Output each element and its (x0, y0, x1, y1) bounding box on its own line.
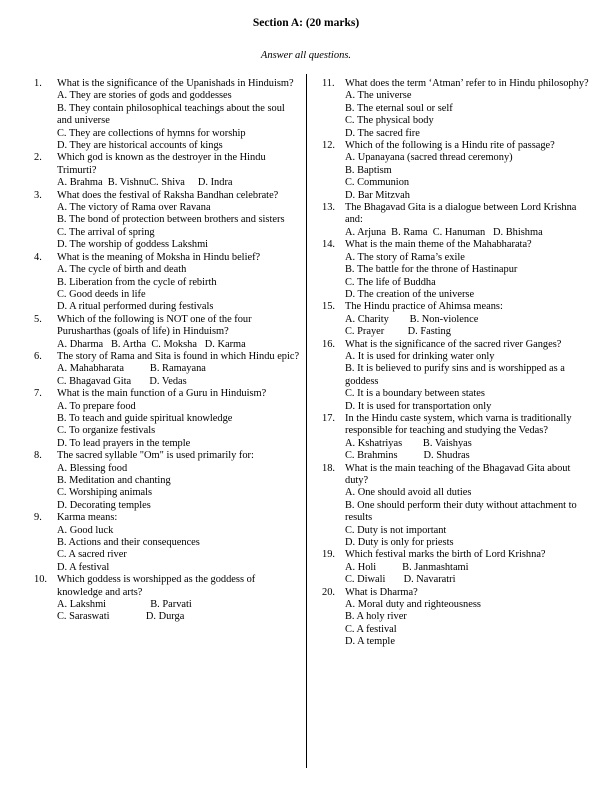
question-number: 18. (322, 462, 335, 474)
answer-option: D. Duty is only for priests (345, 537, 454, 549)
question-9 (34, 512, 302, 574)
question-text: What is the main teaching of the Bhagavad Gita about duty? (345, 462, 571, 486)
question-1 (34, 78, 302, 152)
question-number: 1. (34, 78, 42, 89)
question-number: 8. (34, 450, 42, 462)
answer-options-row: A. Lakshmi B. Parvati (57, 599, 192, 611)
question-number: 9. (34, 512, 42, 524)
answer-options-row: C. Diwali D. Navaratri (345, 574, 456, 586)
question-number: 16. (322, 338, 335, 350)
answer-options-row: C. Brahmins D. Shudras (345, 450, 470, 462)
question-10 (34, 574, 302, 624)
answer-options-row: C. Bhagavad Gita D. Vedas (57, 375, 187, 387)
question-number: 20. (322, 586, 335, 598)
answer-option: C. To organize festivals (57, 425, 156, 437)
answer-option: D. They are historical accounts of kings (57, 140, 223, 152)
answer-option: B. Baptism (345, 164, 392, 176)
question-3 (34, 190, 302, 252)
answer-options-row: A. Arjuna B. Rama C. Hanuman D. Bhishma (345, 226, 543, 238)
answer-option: B. A holy river (345, 611, 407, 623)
question-text: Which god is known as the destroyer in the Hindu Trimurti? (57, 152, 266, 176)
question-text: What is the significance of the sacred river Ganges? (345, 338, 562, 350)
answer-option: D. Decorating temples (57, 499, 151, 511)
answer-options-row: A. Holi B. Janmashtami (345, 561, 469, 573)
answer-option: A. Blessing food (57, 462, 128, 474)
question-13 (322, 202, 590, 239)
answer-options-row: C. Prayer D. Fasting (345, 326, 451, 338)
answer-option: D. To lead prayers in the temple (57, 437, 191, 449)
question-18 (322, 463, 590, 550)
column-divider (306, 74, 307, 768)
answer-option: C. The physical body (345, 115, 434, 127)
answer-option: D. A temple (345, 636, 395, 648)
answer-options-row: A. Brahma B. VishnuC. Shiva D. Indra (57, 177, 233, 189)
answer-option: D. Bar Mitzvah (345, 189, 410, 201)
question-number: 11. (322, 78, 335, 89)
question-text: What does the festival of Raksha Bandhan celebrate? (57, 189, 279, 201)
answer-option: C. It is a boundary between states (345, 388, 485, 400)
question-8 (34, 450, 302, 512)
question-text: Which of the following is a Hindu rite of passage? (345, 140, 555, 152)
question-text: What is Dharma? (345, 586, 418, 598)
answer-option: A. Upanayana (sacred thread ceremony) (345, 152, 513, 164)
answer-option: C. A festival (345, 623, 397, 635)
question-16 (322, 339, 590, 413)
answer-option: C. Duty is not important (345, 524, 447, 536)
question-number: 13. (322, 202, 335, 214)
answer-option: A. They are stories of gods and goddesses (57, 90, 232, 102)
question-number: 2. (34, 152, 42, 164)
answer-option: B. The bond of protection between brothers and sisters (57, 214, 285, 226)
answer-option: B. It is believed to purify sins and is worshipped as a goddess (345, 363, 565, 387)
question-number: 3. (34, 189, 42, 201)
question-11 (322, 78, 590, 140)
left-column (34, 78, 302, 624)
question-text: The sacred syllable "Om" is used primarily for: (57, 450, 254, 462)
answer-option: A. One should avoid all duties (345, 487, 472, 499)
question-number: 5. (34, 313, 42, 325)
answer-option: D. A ritual performed during festivals (57, 301, 214, 313)
question-number: 7. (34, 388, 42, 400)
answer-option: B. The battle for the throne of Hastinapur (345, 264, 518, 276)
question-text: The Hindu practice of Ahimsa means: (345, 301, 503, 313)
answer-option: B. Liberation from the cycle of rebirth (57, 276, 217, 288)
answer-option: C. Good deeds in life (57, 288, 146, 300)
question-6 (34, 351, 302, 388)
answer-option: A. The universe (345, 90, 412, 102)
question-text: Karma means: (57, 512, 118, 524)
answer-option: B. The eternal soul or self (345, 102, 453, 114)
question-text: The Bhagavad Gita is a dialogue between Lord Krishna and: (345, 202, 577, 226)
answer-options-row: A. Mahabharata B. Ramayana (57, 363, 206, 375)
answer-option: D. A festival (57, 561, 110, 573)
answer-option: A. The cycle of birth and death (57, 264, 187, 276)
question-15 (322, 301, 590, 338)
answer-options-row: A. Kshatriyas B. Vaishyas (345, 437, 472, 449)
answer-option: C. Communion (345, 177, 410, 189)
question-text: What does the term ‘Atman’ refer to in Hindu philosophy? (345, 78, 589, 89)
question-text: What is the significance of the Upanishads in Hinduism? (57, 78, 294, 89)
answer-option: A. The victory of Rama over Ravana (57, 202, 211, 214)
answer-option: B. They contain philosophical teachings about the soul and universe (57, 102, 285, 127)
instructions: Answer all questions. (260, 50, 352, 61)
answer-option: A. Good luck (57, 524, 114, 536)
question-number: 6. (34, 350, 42, 362)
answer-option: C. They are collections of hymns for worship (57, 127, 246, 139)
answer-option: A. Moral duty and righteousness (345, 599, 481, 611)
answer-option: A. To prepare food (57, 400, 136, 412)
answer-options-row: A. Charity B. Non-violence (345, 313, 479, 325)
answer-option: A. It is used for drinking water only (345, 350, 495, 362)
question-text: What is the meaning of Moksha in Hindu belief? (57, 251, 261, 263)
answer-option: C. A sacred river (57, 549, 127, 561)
question-12 (322, 140, 590, 202)
question-text: In the Hindu caste system, which varna is traditionally responsible for teaching and studying the Vedas? (345, 412, 572, 437)
question-19 (322, 549, 590, 586)
question-4 (34, 252, 302, 314)
question-14 (322, 239, 590, 301)
answer-option: D. The creation of the universe (345, 288, 475, 300)
answer-option: C. The arrival of spring (57, 226, 155, 238)
question-7 (34, 388, 302, 450)
answer-option: C. Worshiping animals (57, 487, 153, 499)
question-text: The story of Rama and Sita is found in which Hindu epic? (57, 350, 300, 362)
answer-options-row: C. Saraswati D. Durga (57, 611, 185, 623)
right-column (322, 78, 590, 649)
question-number: 17. (322, 412, 335, 424)
answer-option: D. The worship of goddess Lakshmi (57, 239, 209, 251)
question-text: Which goddess is worshipped as the goddess of knowledge and arts? (57, 574, 256, 598)
answer-option: B. To teach and guide spiritual knowledge (57, 412, 233, 424)
question-number: 19. (322, 549, 335, 561)
answer-option: D. The sacred fire (345, 127, 420, 139)
section-heading: Section A: (20 marks) (252, 17, 360, 29)
answer-option: B. Actions and their consequences (57, 537, 200, 549)
question-number: 12. (322, 140, 335, 152)
question-text: Which of the following is NOT one of the four Purusharthas (goals of life) in Hinduism? (57, 313, 252, 338)
question-number: 10. (34, 574, 47, 586)
question-text: What is the main function of a Guru in Hinduism? (57, 388, 267, 400)
answer-option: D. It is used for transportation only (345, 400, 492, 412)
question-number: 15. (322, 301, 335, 313)
question-number: 14. (322, 239, 335, 251)
question-number: 4. (34, 251, 42, 263)
answer-option: B. Meditation and chanting (57, 475, 171, 486)
answer-options-row: A. Dharma B. Artha C. Moksha D. Karma (57, 338, 246, 350)
question-20 (322, 587, 590, 649)
question-text: What is the main theme of the Mahabharata? (345, 239, 532, 251)
answer-option: C. The life of Buddha (345, 276, 436, 288)
question-17 (322, 413, 590, 463)
question-text: Which festival marks the birth of Lord Krishna? (345, 549, 546, 561)
answer-option: A. The story of Rama’s exile (345, 251, 465, 263)
answer-option: B. One should perform their duty without attachment to results (345, 499, 577, 524)
question-2 (34, 152, 302, 189)
question-5 (34, 314, 302, 351)
